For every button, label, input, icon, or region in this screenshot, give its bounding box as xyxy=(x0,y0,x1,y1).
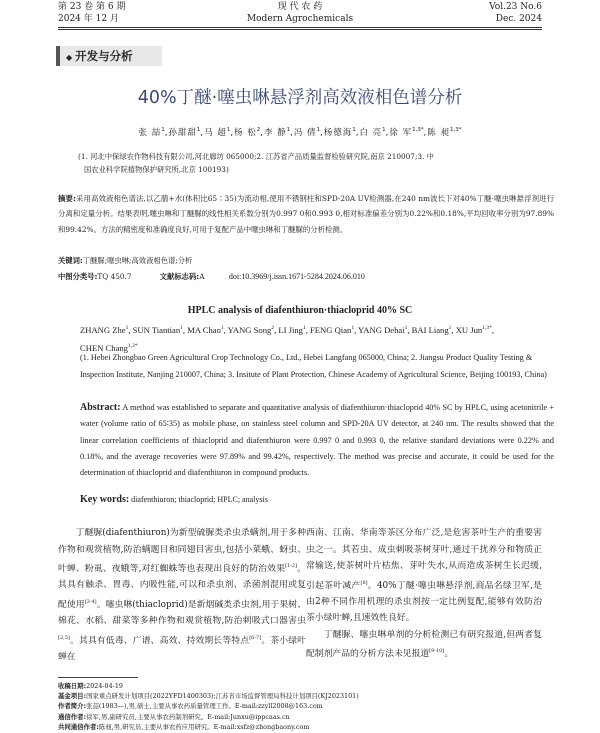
header-volume-en: Vol.23 No.6 xyxy=(489,2,542,12)
author-affiliation-mark: 1 xyxy=(404,325,408,331)
abstract-en xyxy=(80,400,554,481)
body-column-left xyxy=(58,525,306,666)
header-date-cn: 2024 年 12 月 xyxy=(58,14,119,24)
affiliations-en: (1. Hebei Zhongbao Green Agricultural Crop Technology Co., Ltd., Hebei Langfang 065000, China; 2. Jiangsu Product Quality Testing & Inspection Institute, Nanjing 210007, China; 3. Insitute of Plant Protection, Chinese Academy of Agricultural Science, Beijing 100193, China) xyxy=(80,353,547,379)
abstract-cn-text: 采用高效液相色谱法,以乙腈+水(体积比65∶35)为流动相,使用不锈钢柱和SPD-20A UV检测器,在240 nm波长下对40%丁醚·噻虫啉悬浮剂进行分离和定量分析。结果表明,噻虫啉和丁醚脲的线性相关系数分别为0.997 0和0.993 0,相对标准偏差分别为0.22%和0.18%,平均回收率分别为97.89%和99.42%。方法的精密度和准确度良好,可用于复配产品中噻虫啉和丁醚脲的分析检测。 xyxy=(58,194,554,234)
author-entry: YANG Dehai$^1$, xyxy=(358,324,412,335)
author-name: LI Jing xyxy=(278,324,303,335)
body-text: 。40%丁醚·噻虫啉悬浮剂,商品名绿卫军,是由2种不同作用机理的杀虫剂按一定比例复配,能够有效防治茶小绿叶蝉,且速效性良好。 xyxy=(306,580,542,624)
citation-ref[interactable]: [6-7] xyxy=(249,634,262,641)
author-affiliation-mark: 1 xyxy=(382,127,386,134)
author-entry: BAI Liang$^1$, xyxy=(411,324,456,335)
author-name: BAI Liang xyxy=(411,324,449,335)
author-name: YANG Dehai xyxy=(358,324,405,335)
body-text: 丁醚脲、噻虫啉单剂的分析检测已有研究报道,但两者复配制剂产品的分析方法未见报道 xyxy=(306,629,542,660)
author-entry: YANG Song$^2$, xyxy=(227,324,279,335)
keywords-en-label: Key words: xyxy=(80,494,130,505)
author-affiliation-mark: 1,3* xyxy=(412,127,424,134)
author-affiliation-mark: 1 xyxy=(180,325,183,331)
header-date-en: Dec. 2024 xyxy=(495,14,542,24)
author-affiliation-mark: 1 xyxy=(351,325,355,331)
author-name: 白 亮 xyxy=(359,128,383,138)
body-column-right xyxy=(306,525,542,663)
author-entry: ZHANG Zhe$^1$, xyxy=(80,324,133,335)
author-name: 孙甜甜 xyxy=(168,128,197,138)
class-label: 中图分类号: xyxy=(58,272,98,281)
footnote-text: 2024-04-19 xyxy=(86,682,123,690)
author-affiliation-mark: 2 xyxy=(256,127,261,134)
doc-code-label: 文献标志码: xyxy=(159,272,200,281)
author-entry: 杨德海$^1$, xyxy=(323,127,360,138)
footnote-label: 基金项目: xyxy=(58,692,87,701)
body-text: 。其具有触杀、胃毒、内吸性能,可以和杀虫剂、杀菌剂混用或复配使用 xyxy=(58,563,306,610)
author-affiliation-mark: 1,3* xyxy=(127,342,138,349)
author-list-cn xyxy=(0,126,600,138)
body-paragraph-2 xyxy=(306,627,542,663)
author-name: 冯 倩 xyxy=(293,128,317,138)
author-name: FENG Qian xyxy=(310,324,352,335)
author-entry: 孙甜甜$^1$, xyxy=(168,127,205,138)
body-text: 。噻虫啉(thiacloprid)是新烟碱类杀虫剂,用于果树、棉花、水稻、甜菜等多种作物和观赏植物,防治刺吸式口器害虫 xyxy=(58,599,306,627)
author-name: 陈 昶 xyxy=(427,128,450,138)
author-affiliation-mark: 1 xyxy=(448,325,452,331)
article-title-en: HPLC analysis of diafenthiuron·thiacloprid 40% SC xyxy=(187,305,413,316)
author-entry xyxy=(427,128,461,138)
diamond-icon: ◆ xyxy=(66,53,73,62)
author-affiliation-mark: 1 xyxy=(226,127,231,134)
author-name: MA Chao xyxy=(187,324,221,335)
body-text: 。其具有低毒、广谱、高效、持效期长等特点 xyxy=(69,635,250,646)
class-value: TQ 450.7 xyxy=(97,272,132,281)
body-paragraph-1 xyxy=(58,525,306,666)
author-name: 徐 军 xyxy=(389,128,413,138)
keywords-cn-label: 关键词: xyxy=(58,256,83,265)
author-entry: 李 静$^1$, xyxy=(263,127,294,138)
author-entry: 张 喆$^1$, xyxy=(138,127,169,138)
author-name: YANG Song xyxy=(227,324,272,335)
author-name: 杨德海 xyxy=(323,128,353,138)
header-rule-thin xyxy=(58,29,542,30)
author-affiliation-mark: 1 xyxy=(286,127,291,134)
author-name: 张 喆 xyxy=(138,128,162,138)
footnote-text: 张喆(1983—),男,硕士,主要从事农药质量管理工作。E-mail:zzyll2008@163.com xyxy=(86,702,323,711)
citation-ref[interactable]: [9-10] xyxy=(429,648,445,655)
author-entry: 马 超$^1$, xyxy=(204,127,235,138)
body-text: 西南、江南、华南等茶区分布广泛,是危害茶叶生产的重要害虫之一。其若虫、成虫刺吸茶树芽叶,通过干扰养分和物质正常输送,使茶树叶片枯焦、芽叶失水,从而造成茶树生长迟缓,引起茶叶减产 xyxy=(306,528,542,591)
author-entry: 徐 军$^{1,3*}$, xyxy=(389,127,428,138)
affiliation-line-2: 国农业科学院植物保护研究所,北京 100193) xyxy=(84,165,229,174)
footnote-line xyxy=(58,701,554,711)
author-affiliation-mark: 1 xyxy=(161,127,165,134)
author-name: 马 超 xyxy=(204,128,227,138)
author-entry: SUN Tiantian$^1$, xyxy=(132,324,188,335)
footnote-label: 收稿日期: xyxy=(58,682,87,690)
abstract-cn-label: 摘要: xyxy=(58,194,76,203)
footnote-line xyxy=(58,691,554,701)
body-text: 。 xyxy=(444,649,454,660)
body-text: 。茶小绿叶蝉在 xyxy=(58,635,306,663)
header-journal-cn: 现 代 农 药 xyxy=(277,2,323,12)
citation-ref[interactable]: [8] xyxy=(360,579,368,586)
body-paragraph-1-cont xyxy=(306,525,542,627)
footnote-line xyxy=(58,712,554,722)
author-name: CHEN Chang xyxy=(80,342,128,353)
footnote-label: 通信作者: xyxy=(58,712,87,721)
abstract-cn xyxy=(58,191,554,237)
header-rule xyxy=(58,27,542,28)
header-volume-cn: 第 23 卷 第 6 期 xyxy=(58,2,126,12)
footnote-line xyxy=(58,722,554,732)
author-entry: MA Chao$^1$, xyxy=(187,324,228,335)
section-label xyxy=(56,46,162,66)
citation-ref[interactable]: [2,5] xyxy=(58,634,70,641)
author-affiliation-mark: 1 xyxy=(302,325,306,331)
keywords-en xyxy=(80,494,268,505)
author-name: 杨 松 xyxy=(234,128,257,138)
author-entry: 杨 松$^2$, xyxy=(234,127,264,138)
author-affiliation-mark: 2 xyxy=(271,325,275,331)
author-entry: 白 亮$^1$, xyxy=(359,127,390,138)
author-name: XU Jun xyxy=(455,324,483,335)
author-affiliation-mark: 1 xyxy=(125,325,129,331)
affiliation-line-1: (1. 河北中保绿农作物科技有限公司,河北廊坊 065000;2. 江苏省产品质量监督检验研究院,南京 210007;3. 中 xyxy=(78,152,434,161)
footnotes xyxy=(58,681,554,732)
author-entry: 冯 倩$^1$, xyxy=(293,127,324,138)
doi: doi:10.3969/j.issn.1671-5284.2024.06.010 xyxy=(228,272,365,281)
classification-line xyxy=(58,272,365,282)
author-affiliation-mark: 1 xyxy=(352,127,356,134)
author-affiliation-mark: 1 xyxy=(196,127,201,134)
footnote-label: 共同通信作者: xyxy=(58,722,99,731)
author-name: 李 静 xyxy=(263,128,287,138)
author-entry: FENG Qian$^1$, xyxy=(310,324,359,335)
header-journal-en: Modern Agrochemicals xyxy=(246,14,354,24)
author-affiliation-mark: 1 xyxy=(316,127,321,134)
author-entry: XU Jun$^{1,3*}$, xyxy=(455,324,494,335)
author-affiliation-mark: 1,3* xyxy=(482,325,492,331)
author-affiliation-mark: 1,3* xyxy=(449,127,462,134)
footnote-text: 陈昶,男,研究员,主要从事农药应用研究。E-mail:xsfz@zhongbaony.com xyxy=(98,722,310,731)
doc-code-value: A xyxy=(199,272,205,281)
keywords-cn-text: 丁醚脲;噻虫啉;高效液相色谱;分析 xyxy=(82,256,193,265)
article-title: 40%丁醚·噻虫啉悬浮剂高效液相色谱分析 xyxy=(137,88,463,108)
footnote-label: 作者简介: xyxy=(58,702,87,711)
keywords-en-text: diafenthiuron; thiacloprid; HPLC; analysis xyxy=(131,495,268,504)
citation-ref[interactable]: [3-4] xyxy=(84,598,97,605)
keywords-cn xyxy=(58,256,192,266)
author-affiliation-mark: 1 xyxy=(220,325,224,331)
author-name: ZHANG Zhe xyxy=(80,324,126,335)
footnote-line xyxy=(58,681,554,691)
footnote-text: 徐军,男,副研究员,主要从事农药制剂研究。E-mail:Junxu@ippcaas.cn xyxy=(86,712,290,721)
body-text: 丁醚脲(diafenthiuron)为新型硫脲类杀虫杀螨剂,用于多种作物和观赏植物,防治螨题目和同翅目害虫,包括小菜蛾、蚜虫、叶蝉、粉虱、夜蛾等,对红蜘蛛等也表现出良好的防治效果 xyxy=(58,528,306,574)
author-name: SUN Tiantian xyxy=(132,324,181,335)
author-entry: LI Jing$^1$, xyxy=(278,324,311,335)
footnote-rule xyxy=(58,677,138,678)
author-list-en-line-1 xyxy=(80,320,554,338)
citation-ref[interactable]: [1-2] xyxy=(285,563,298,569)
abstract-en-label: Abstract: xyxy=(80,402,121,413)
section-label-text: 开发与分析 xyxy=(75,49,133,63)
footnote-text: 国家重点研发计划项目(2022YFD1400303);江苏省市场监督管理局科技计划项目(KJ2023101) xyxy=(86,692,359,701)
abstract-en-text: A method was established to separate and quantitative analysis of diafenthiuron·thiacloprid 40% SC by HPLC, using acetonitrile + water (volume ratio of 65∶35) as mobile phase, on stainless steel column and SPD-20A UV detector, at 240 nm. The results showed that the linear correlation coefficients of thiacloprid and diafenthiuron were 0.997 0 and 0.993 0, the relative standard deviations were 0.22% and 0.18%, and the average recoveries were 97.89% and 99.42%, respectively. The method was precise and accurate, it could be used for the determination of thiacloprid and diafenthiuron in compound products. xyxy=(80,403,554,478)
affiliations-cn xyxy=(78,150,560,176)
